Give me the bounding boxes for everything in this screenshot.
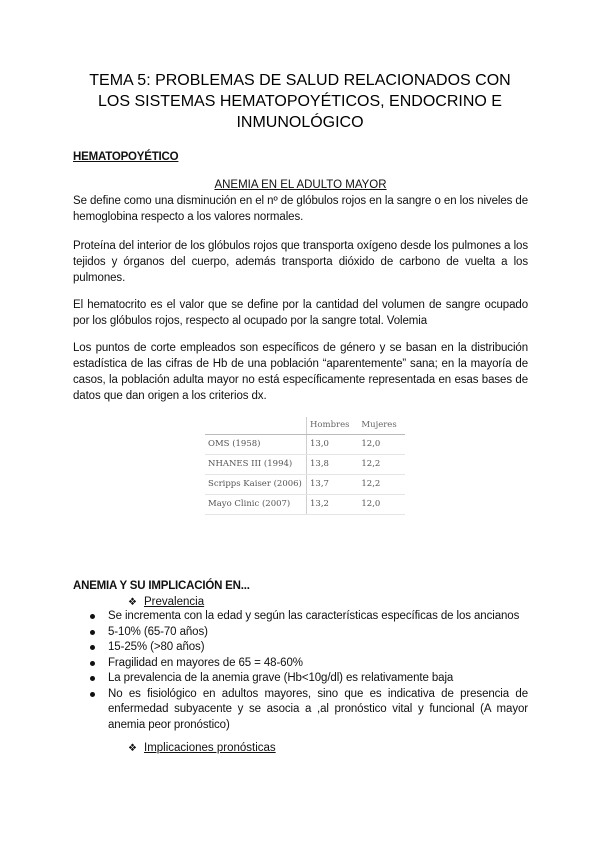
table-header-men: Hombres [307, 417, 359, 435]
list-item: No es fisiológico en adultos mayores, sino que es indicativa de presencia de enfermedad subyacente y se asocia a ,al pronóstico vital y funcional (A mayor anemia peor pronóstico) [90, 687, 528, 734]
table-cell-women: 12,0 [358, 435, 405, 455]
paragraph-definition: Se define como una disminución en el nº de glóbulos rojos en la sangre o en los niveles de hemoglobina respecto a los valores normales. [73, 195, 528, 223]
page-title [60, 70, 540, 133]
anemia-implicacion-heading: ANEMIA Y SU IMPLICACIÓN EN... [73, 580, 250, 592]
table-cell-women: 12,0 [358, 495, 405, 515]
paragraph-hemoglobin: Proteína del interior de los glóbulos rojos que transporta oxígeno desde los pulmones a los tejidos y órganos del cuerpo, además transporta dióxido de carbono de vuelta a los pulmones. [73, 240, 528, 284]
table-row [205, 455, 405, 475]
table-cell-men: 13,7 [307, 475, 359, 495]
diamond-bullet-icon: ❖ [128, 597, 137, 608]
paragraph-cutoff-points: Los puntos de corte empleados son específicos de género y se basan en la distribución estadística de las cifras de Hb de una población “aparentemente” sana; en la mayoría de casos, la población adulta mayor no está específicamente representada en esas bases de datos que dan origen a los criterios dx. [73, 342, 528, 402]
table-cell-women: 12,2 [358, 455, 405, 475]
list-item: 5-10% (65-70 años) [90, 625, 528, 641]
title-line-1: TEMA 5: PROBLEMAS DE SALUD RELACIONADOS CON [89, 72, 511, 89]
list-item: Fragilidad en mayores de 65 = 48-60% [90, 656, 528, 672]
prevalencia-bullet-list [90, 609, 528, 733]
section-heading-hematopoyetico: HEMATOPOYÉTICO [73, 151, 179, 163]
list-item: La prevalencia de la anemia grave (Hb<10g/dl) es relativamente baja [90, 671, 528, 687]
table-cell-source: Scripps Kaiser (2006) [205, 475, 307, 495]
table-cell-men: 13,0 [307, 435, 359, 455]
title-line-2: LOS SISTEMAS HEMATOPOYÉTICOS, ENDOCRINO E [98, 93, 502, 110]
implicaciones-label: Implicaciones pronósticas [144, 742, 276, 754]
prevalencia-label: Prevalencia [144, 596, 205, 608]
title-line-3: INMUNOLÓGICO [236, 114, 364, 131]
paragraph-hematocrit: El hematocrito es el valor que se define por la cantidad del volumen de sangre ocupado por los glóbulos rojos, respecto al ocupado por la sangre total. Volemia [73, 299, 528, 327]
table-row [205, 475, 405, 495]
list-item: Se incrementa con la edad y según las características específicas de los ancianos [90, 609, 528, 625]
diamond-bullet-icon: ❖ [128, 743, 137, 754]
table-header-row [205, 417, 405, 435]
table-cell-men: 13,8 [307, 455, 359, 475]
table-row [205, 435, 405, 455]
table-row [205, 495, 405, 515]
list-item: 15-25% (>80 años) [90, 640, 528, 656]
table-cell-women: 12,2 [358, 475, 405, 495]
table-header-source [205, 417, 307, 435]
table-cell-source: OMS (1958) [205, 435, 307, 455]
table-cell-men: 13,2 [307, 495, 359, 515]
implicaciones-item [128, 740, 276, 757]
subheading-anemia-adulto-mayor: ANEMIA EN EL ADULTO MAYOR [214, 179, 387, 191]
table-cell-source: Mayo Clinic (2007) [205, 495, 307, 515]
hb-cutoff-table [205, 417, 405, 515]
table-cell-source: NHANES III (1994) [205, 455, 307, 475]
table-header-women: Mujeres [358, 417, 405, 435]
